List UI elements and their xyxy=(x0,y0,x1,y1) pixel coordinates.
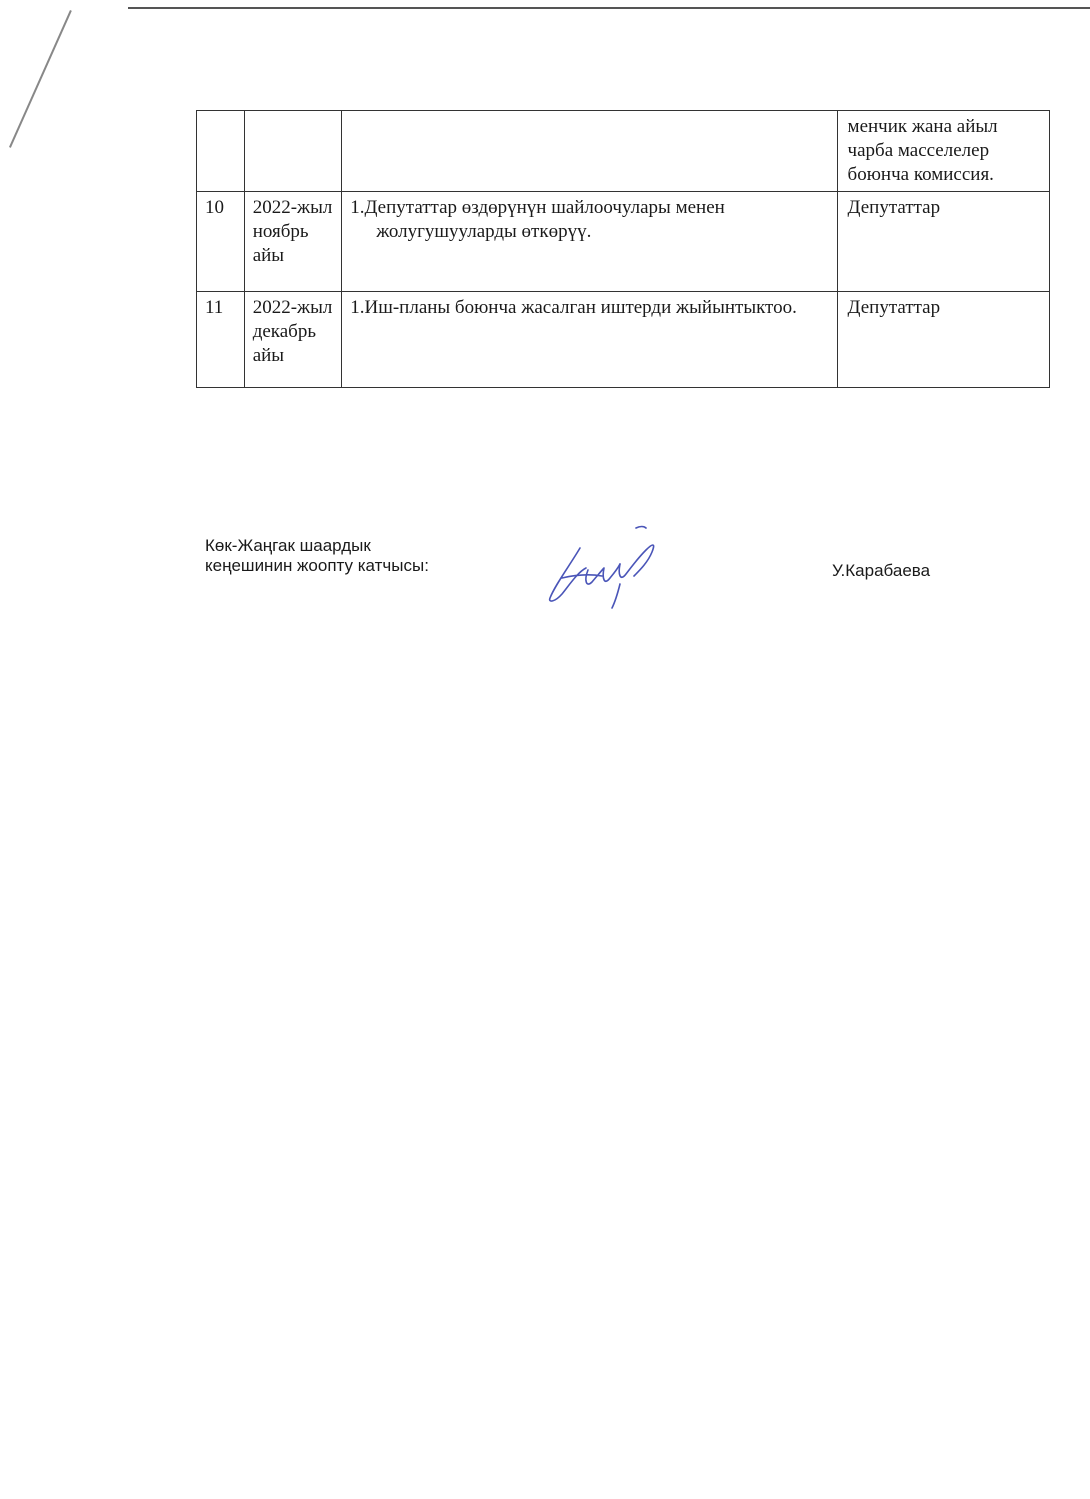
signatory-title xyxy=(205,536,429,576)
table-row xyxy=(197,292,1050,388)
cell-event xyxy=(342,292,837,388)
cell-responsible: Депутаттар xyxy=(837,292,1049,388)
table-row xyxy=(197,192,1050,292)
work-plan-table xyxy=(196,110,1050,388)
cell-num: 11 xyxy=(197,292,245,388)
handwritten-signature xyxy=(540,520,680,615)
cell-responsible: Депутаттар xyxy=(837,192,1049,292)
signature-strokes xyxy=(550,527,654,609)
scan-edge-left xyxy=(9,10,72,148)
cell-date xyxy=(244,111,342,192)
cell-responsible: менчик жана айыл чарба масселелер боюнча комиссия. xyxy=(837,111,1049,192)
cell-num: 10 xyxy=(197,192,245,292)
scan-edge-top xyxy=(128,7,1090,9)
event-text: 1.Депутаттар өздөрүнүн шайлоочулары менен жолугушууларды өткөрүү. xyxy=(350,197,725,242)
signer-name: У.Карабаева xyxy=(832,561,931,580)
table-row xyxy=(197,111,1050,192)
signatory-title-line1: Көк-Жаңгак шаардык xyxy=(205,536,371,555)
cell-date: 2022-жыл ноябрь айы xyxy=(244,192,342,292)
cell-date: 2022-жыл декабрь айы xyxy=(244,292,342,388)
signatory-title-line2: кеңешинин жоопту катчысы: xyxy=(205,556,429,575)
cell-event xyxy=(342,192,837,292)
cell-event xyxy=(342,111,837,192)
cell-num xyxy=(197,111,245,192)
event-text: 1.Иш-планы боюнча жасалган иштерди жыйынтыктоо. xyxy=(350,297,797,318)
